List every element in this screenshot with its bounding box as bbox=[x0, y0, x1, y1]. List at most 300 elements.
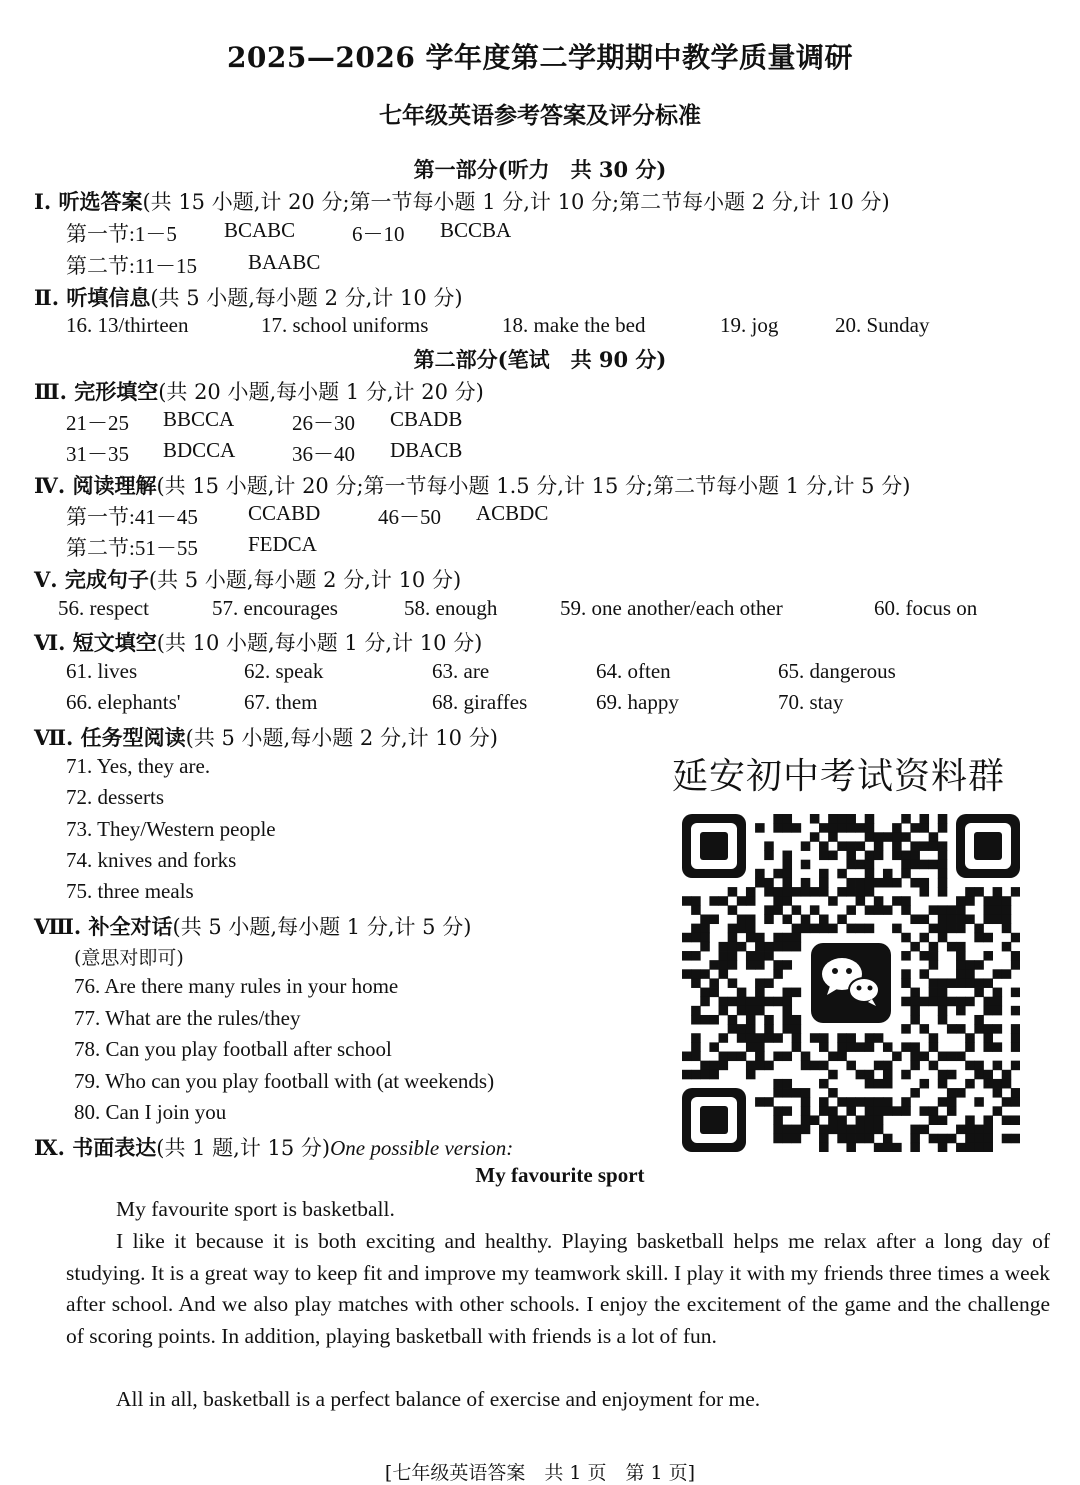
section-3-title: Ⅲ. 完形填空 bbox=[34, 379, 159, 404]
qr-module bbox=[846, 823, 856, 833]
wechat-icon bbox=[806, 938, 896, 1028]
qr-module bbox=[801, 1125, 811, 1135]
qr-module bbox=[910, 1143, 920, 1152]
qr-module bbox=[892, 832, 902, 842]
qr-module bbox=[929, 1042, 939, 1052]
qr-module bbox=[865, 1033, 875, 1043]
qr-module bbox=[938, 860, 948, 870]
qr-module bbox=[828, 1052, 838, 1062]
qr-module bbox=[856, 887, 866, 897]
qr-module bbox=[974, 1070, 984, 1080]
qr-module bbox=[929, 1033, 939, 1043]
qr-module bbox=[938, 997, 948, 1007]
qr-module bbox=[792, 1042, 802, 1052]
qr-module bbox=[965, 960, 975, 970]
qr-module bbox=[920, 860, 930, 870]
qr-module bbox=[920, 933, 930, 943]
section-7-heading bbox=[34, 722, 498, 752]
s3-row1-answers2: CBADB bbox=[390, 407, 463, 431]
qr-module bbox=[728, 1024, 738, 1034]
qr-module bbox=[993, 997, 1003, 1007]
qr-module bbox=[910, 851, 920, 861]
qr-module bbox=[938, 924, 948, 934]
qr-module bbox=[865, 1106, 875, 1116]
s5-item: 60. focus on bbox=[874, 596, 978, 620]
qr-module bbox=[746, 887, 756, 897]
qr-module bbox=[856, 841, 866, 851]
qr-module bbox=[947, 1097, 957, 1107]
qr-module bbox=[1002, 1070, 1012, 1080]
qr-module bbox=[773, 1106, 783, 1116]
qr-module bbox=[792, 924, 802, 934]
qr-module bbox=[865, 1070, 875, 1080]
qr-module bbox=[792, 942, 802, 952]
qr-module bbox=[801, 1088, 811, 1098]
qr-module bbox=[1002, 914, 1012, 924]
qr-module bbox=[737, 1024, 747, 1034]
qr-module bbox=[810, 814, 820, 824]
qr-module bbox=[782, 1106, 792, 1116]
s2-item: 19. jog bbox=[720, 313, 779, 337]
qr-module bbox=[910, 1052, 920, 1062]
qr-module bbox=[993, 1006, 1003, 1016]
qr-module bbox=[801, 924, 811, 934]
qr-module bbox=[810, 1033, 820, 1043]
qr-module bbox=[801, 841, 811, 851]
qr-module bbox=[728, 960, 738, 970]
qr-module bbox=[746, 1042, 756, 1052]
qr-module bbox=[856, 860, 866, 870]
s1-row2-label: 第二节:11－15 bbox=[66, 254, 198, 278]
qr-module bbox=[892, 851, 902, 861]
s6-item: 64. often bbox=[596, 659, 671, 683]
qr-module bbox=[682, 951, 692, 961]
qr-module bbox=[920, 1052, 930, 1062]
qr-module bbox=[892, 823, 902, 833]
qr-module bbox=[764, 942, 774, 952]
qr-module bbox=[993, 1079, 1003, 1089]
section-7-note: (共 5 小题,每小题 2 分,计 10 分) bbox=[185, 726, 498, 750]
qr-module bbox=[929, 988, 939, 998]
qr-module bbox=[1002, 905, 1012, 915]
qr-module bbox=[719, 951, 729, 961]
qr-module bbox=[974, 988, 984, 998]
qr-module bbox=[993, 905, 1003, 915]
qr-module bbox=[901, 905, 911, 915]
qr-module bbox=[947, 905, 957, 915]
qr-module bbox=[828, 924, 838, 934]
qr-module bbox=[719, 896, 729, 906]
qr-module bbox=[947, 997, 957, 1007]
qr-module bbox=[938, 1097, 948, 1107]
qr-module bbox=[938, 1070, 948, 1080]
qr-module bbox=[865, 851, 875, 861]
s7-item: 73. They/Western people bbox=[66, 817, 276, 841]
qr-module bbox=[892, 1106, 902, 1116]
section-6-heading bbox=[34, 627, 482, 657]
qr-module bbox=[719, 997, 729, 1007]
section-4-note: (共 15 小题,计 20 分;第一节每小题 1.5 分,计 15 分;第二节每小题 1 分,计 5 分) bbox=[156, 474, 911, 498]
qr-module bbox=[846, 1106, 856, 1116]
qr-module bbox=[883, 878, 893, 888]
qr-module bbox=[746, 1070, 756, 1080]
qr-finder-top-left bbox=[682, 814, 746, 878]
qr-module bbox=[837, 1033, 847, 1043]
qr-module bbox=[810, 1061, 820, 1071]
qr-module bbox=[883, 1143, 893, 1152]
qr-module bbox=[956, 997, 966, 1007]
s6-item: 69. happy bbox=[596, 690, 679, 714]
qr-module bbox=[764, 1024, 774, 1034]
qr-module bbox=[965, 1061, 975, 1071]
qr-module bbox=[755, 1006, 765, 1016]
section-4-heading bbox=[34, 470, 910, 500]
section-5-heading bbox=[34, 564, 461, 594]
qr-module bbox=[856, 896, 866, 906]
qr-module bbox=[709, 960, 719, 970]
s3-row1-range1: 21－25 bbox=[66, 411, 129, 435]
qr-module bbox=[846, 1097, 856, 1107]
qr-module bbox=[956, 1125, 966, 1135]
qr-module bbox=[865, 1042, 875, 1052]
qr-module bbox=[874, 905, 884, 915]
qr-module bbox=[993, 896, 1003, 906]
section-9-version: One possible version: bbox=[330, 1136, 514, 1160]
qr-module bbox=[993, 1106, 1003, 1116]
s5-item: 58. enough bbox=[404, 596, 498, 620]
qr-module bbox=[1011, 887, 1020, 897]
qr-module bbox=[709, 1015, 719, 1025]
qr-module bbox=[1002, 1134, 1012, 1144]
qr-module bbox=[773, 1079, 783, 1089]
document-title: 2025—2026 学年度第二学期期中教学质量调研 bbox=[226, 41, 854, 74]
qr-module bbox=[737, 914, 747, 924]
s4-row1-range2: 46－50 bbox=[378, 505, 441, 529]
qr-module bbox=[755, 878, 765, 888]
qr-module bbox=[956, 1024, 966, 1034]
qr-module bbox=[993, 1088, 1003, 1098]
qr-module bbox=[837, 1134, 847, 1144]
qr-module bbox=[938, 851, 948, 861]
qr-module bbox=[782, 1052, 792, 1062]
qr-module bbox=[810, 887, 820, 897]
qr-module bbox=[974, 1015, 984, 1025]
essay-paragraph-2: I like it because it is both exciting and healthy. Playing basketball helps me relax after a long day of studying. It is a great way to keep fit and improve my teamwork skill. I play it with my friends three times a week after school. And we also play matches with other schools. I enjoy the excitement of the game and the challenge of scoring points. In addition, playing basketball with friends is a lot of fun. bbox=[66, 1229, 1050, 1348]
qr-module bbox=[938, 1015, 948, 1025]
s5-item: 59. one another/each other bbox=[560, 596, 783, 620]
qr-module bbox=[1011, 1042, 1020, 1052]
qr-module bbox=[938, 814, 948, 824]
qr-module bbox=[792, 1088, 802, 1098]
qr-module bbox=[801, 1097, 811, 1107]
s8-item: 77. What are the rules/they bbox=[74, 1006, 301, 1030]
qr-module bbox=[993, 969, 1003, 979]
qr-module bbox=[828, 851, 838, 861]
qr-finder-bottom-left bbox=[682, 1088, 746, 1152]
qr-module bbox=[901, 1097, 911, 1107]
qr-module bbox=[1011, 1088, 1020, 1098]
s1-row1-answers-a: BCABC bbox=[224, 218, 296, 242]
s3-row1-answers1: BBCCA bbox=[163, 407, 235, 431]
qr-module bbox=[1011, 933, 1020, 943]
qr-module bbox=[773, 1134, 783, 1144]
qr-module bbox=[782, 1006, 792, 1016]
qr-module bbox=[700, 942, 710, 952]
qr-module bbox=[782, 988, 792, 998]
qr-module bbox=[956, 969, 966, 979]
qr-module bbox=[773, 1033, 783, 1043]
essay-paragraph-1: My favourite sport is basketball. bbox=[116, 1197, 395, 1221]
qr-module bbox=[773, 997, 783, 1007]
qr-module bbox=[728, 924, 738, 934]
qr-module bbox=[819, 924, 829, 934]
qr-module bbox=[1011, 1115, 1020, 1125]
qr-module bbox=[974, 978, 984, 988]
qr-module bbox=[983, 997, 993, 1007]
qr-module bbox=[719, 969, 729, 979]
qr-module bbox=[993, 1061, 1003, 1071]
qr-module bbox=[910, 997, 920, 1007]
qr-module bbox=[983, 951, 993, 961]
qr-module bbox=[746, 924, 756, 934]
qr-module bbox=[846, 905, 856, 915]
qr-module bbox=[709, 1042, 719, 1052]
s6-item: 65. dangerous bbox=[778, 659, 896, 683]
s7-item: 74. knives and forks bbox=[66, 848, 237, 872]
qr-module bbox=[700, 1061, 710, 1071]
qr-module bbox=[846, 887, 856, 897]
qr-module bbox=[728, 997, 738, 1007]
qr-module bbox=[728, 933, 738, 943]
qr-module bbox=[773, 1125, 783, 1135]
qr-module bbox=[965, 914, 975, 924]
section-9-title: Ⅸ. 书面表达 bbox=[34, 1135, 157, 1160]
qr-module bbox=[773, 887, 783, 897]
qr-module bbox=[1011, 951, 1020, 961]
s5-item: 57. encourages bbox=[212, 596, 338, 620]
qr-module bbox=[965, 1125, 975, 1135]
qr-module bbox=[929, 951, 939, 961]
qr-module bbox=[947, 1134, 957, 1144]
qr-module bbox=[828, 1115, 838, 1125]
qr-module bbox=[947, 1052, 957, 1062]
qr-module bbox=[755, 1042, 765, 1052]
qr-module bbox=[956, 1143, 966, 1152]
qr-module bbox=[956, 924, 966, 934]
qr-code[interactable] bbox=[682, 814, 1020, 1152]
qr-module bbox=[865, 924, 875, 934]
qr-group-label: 延安初中考试资料群 bbox=[672, 756, 1006, 797]
qr-module bbox=[938, 1079, 948, 1089]
qr-module bbox=[728, 905, 738, 915]
qr-module bbox=[682, 1052, 692, 1062]
s7-item: 71. Yes, they are. bbox=[66, 754, 211, 778]
qr-module bbox=[719, 1061, 729, 1071]
qr-module bbox=[782, 942, 792, 952]
qr-module bbox=[947, 924, 957, 934]
qr-module bbox=[755, 933, 765, 943]
qr-module bbox=[1011, 1134, 1020, 1144]
qr-module bbox=[983, 1006, 993, 1016]
qr-module bbox=[874, 1143, 884, 1152]
qr-module bbox=[700, 1070, 710, 1080]
qr-module bbox=[782, 997, 792, 1007]
qr-module bbox=[865, 1115, 875, 1125]
section-6-title: Ⅵ. 短文填空 bbox=[34, 630, 157, 655]
s2-item: 18. make the bed bbox=[502, 313, 646, 337]
qr-module bbox=[792, 1015, 802, 1025]
qr-module bbox=[901, 933, 911, 943]
qr-module bbox=[782, 851, 792, 861]
qr-module bbox=[691, 969, 701, 979]
s2-item: 20. Sunday bbox=[835, 313, 930, 337]
qr-module bbox=[782, 860, 792, 870]
qr-module bbox=[883, 1070, 893, 1080]
qr-module bbox=[865, 869, 875, 879]
qr-module bbox=[709, 1061, 719, 1071]
qr-module bbox=[682, 896, 692, 906]
qr-module bbox=[709, 988, 719, 998]
qr-module bbox=[691, 1033, 701, 1043]
qr-module bbox=[901, 997, 911, 1007]
qr-module bbox=[983, 978, 993, 988]
qr-module bbox=[719, 1006, 729, 1016]
qr-module bbox=[956, 951, 966, 961]
qr-module bbox=[700, 1015, 710, 1025]
qr-module bbox=[901, 1042, 911, 1052]
qr-module bbox=[865, 814, 875, 824]
s2-item: 17. school uniforms bbox=[261, 313, 429, 337]
qr-module bbox=[983, 1070, 993, 1080]
section-3-note: (共 20 小题,每小题 1 分,计 20 分) bbox=[158, 380, 484, 404]
qr-module bbox=[920, 1125, 930, 1135]
qr-module bbox=[920, 1106, 930, 1116]
qr-module bbox=[709, 896, 719, 906]
qr-module bbox=[910, 914, 920, 924]
qr-module bbox=[782, 823, 792, 833]
qr-module bbox=[691, 1015, 701, 1025]
qr-module bbox=[728, 887, 738, 897]
qr-module bbox=[865, 887, 875, 897]
qr-module bbox=[938, 1134, 948, 1144]
qr-module bbox=[691, 1042, 701, 1052]
qr-module bbox=[901, 896, 911, 906]
qr-module bbox=[782, 896, 792, 906]
qr-module bbox=[801, 1106, 811, 1116]
s6-item: 62. speak bbox=[244, 659, 324, 683]
qr-module bbox=[828, 1125, 838, 1135]
qr-module bbox=[846, 1042, 856, 1052]
qr-module bbox=[974, 1143, 984, 1152]
qr-module bbox=[874, 1097, 884, 1107]
qr-module bbox=[846, 1134, 856, 1144]
qr-module bbox=[965, 978, 975, 988]
qr-module bbox=[892, 841, 902, 851]
qr-module bbox=[938, 978, 948, 988]
qr-module bbox=[746, 896, 756, 906]
qr-module bbox=[691, 896, 701, 906]
qr-module bbox=[947, 914, 957, 924]
qr-module bbox=[819, 869, 829, 879]
qr-module bbox=[920, 823, 930, 833]
qr-module bbox=[1011, 988, 1020, 998]
qr-module bbox=[846, 924, 856, 934]
qr-module bbox=[682, 969, 692, 979]
qr-module bbox=[983, 914, 993, 924]
qr-module bbox=[719, 960, 729, 970]
qr-module bbox=[974, 933, 984, 943]
s3-row2-answers2: DBACB bbox=[390, 438, 463, 462]
qr-module bbox=[929, 832, 939, 842]
qr-module bbox=[819, 1097, 829, 1107]
qr-module bbox=[947, 1070, 957, 1080]
qr-module bbox=[929, 905, 939, 915]
qr-module bbox=[938, 988, 948, 998]
qr-module bbox=[856, 924, 866, 934]
qr-module bbox=[846, 878, 856, 888]
qr-module bbox=[792, 1033, 802, 1043]
qr-module bbox=[737, 942, 747, 952]
qr-module bbox=[746, 1061, 756, 1071]
qr-module bbox=[865, 1079, 875, 1089]
qr-module bbox=[865, 878, 875, 888]
qr-module bbox=[737, 924, 747, 934]
qr-module bbox=[837, 841, 847, 851]
qr-module bbox=[993, 1042, 1003, 1052]
qr-module bbox=[956, 905, 966, 915]
qr-module bbox=[929, 978, 939, 988]
qr-module bbox=[682, 933, 692, 943]
qr-module bbox=[865, 1097, 875, 1107]
qr-module bbox=[938, 1115, 948, 1125]
qr-module bbox=[965, 887, 975, 897]
qr-module bbox=[782, 914, 792, 924]
qr-module bbox=[920, 878, 930, 888]
qr-module bbox=[883, 1061, 893, 1071]
qr-module bbox=[874, 896, 884, 906]
qr-module bbox=[901, 1070, 911, 1080]
qr-module bbox=[910, 1125, 920, 1135]
qr-module bbox=[837, 1097, 847, 1107]
qr-module bbox=[910, 823, 920, 833]
qr-module bbox=[1011, 1097, 1020, 1107]
qr-module bbox=[938, 1052, 948, 1062]
qr-module bbox=[819, 878, 829, 888]
qr-module bbox=[910, 1061, 920, 1071]
qr-module bbox=[892, 924, 902, 934]
qr-module bbox=[828, 896, 838, 906]
qr-module bbox=[929, 841, 939, 851]
qr-module bbox=[883, 832, 893, 842]
qr-module bbox=[947, 1106, 957, 1116]
qr-module bbox=[965, 896, 975, 906]
qr-module bbox=[856, 1042, 866, 1052]
qr-module bbox=[792, 988, 802, 998]
qr-module bbox=[773, 1052, 783, 1062]
s1-row2-answers: BAABC bbox=[248, 250, 321, 274]
qr-module bbox=[728, 1015, 738, 1025]
qr-module bbox=[782, 933, 792, 943]
qr-module bbox=[792, 823, 802, 833]
s3-row2-range2: 36－40 bbox=[292, 442, 355, 466]
qr-module bbox=[938, 914, 948, 924]
qr-module bbox=[709, 978, 719, 988]
qr-module bbox=[773, 960, 783, 970]
s4-row1-label: 第一节:41－45 bbox=[66, 505, 198, 529]
section-4-title: Ⅳ. 阅读理解 bbox=[34, 473, 157, 498]
s8-item: 80. Can I join you bbox=[74, 1100, 227, 1124]
s6-item: 66. elephants' bbox=[66, 690, 181, 714]
